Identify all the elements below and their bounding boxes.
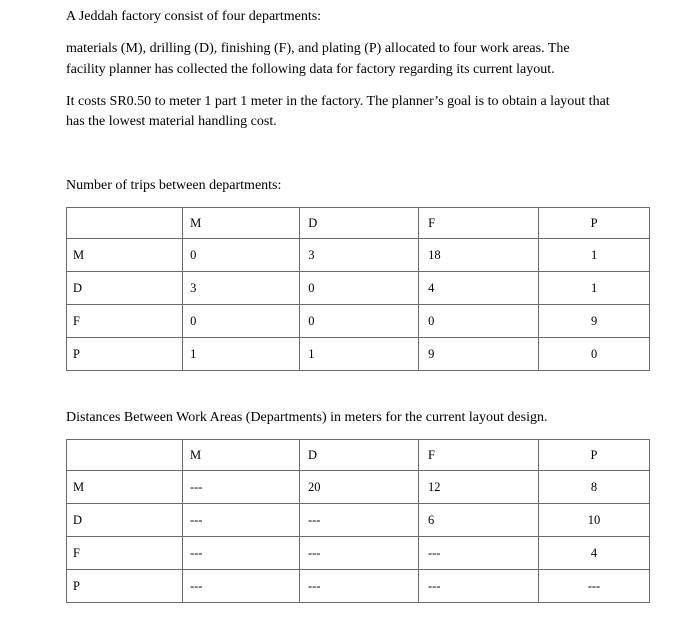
table-cell: 0 — [300, 272, 419, 305]
header-cell: F — [418, 440, 538, 471]
intro-line-1: A Jeddah factory consist of four departments: — [66, 9, 322, 24]
header-cell: F — [419, 208, 539, 239]
table-header-row — [67, 440, 650, 471]
table-row — [67, 537, 650, 570]
trips-table — [66, 207, 650, 371]
table-cell: 1 — [539, 272, 650, 305]
row-label-cell: D — [67, 504, 183, 537]
table-cell: 8 — [538, 471, 649, 504]
table-cell: 3 — [183, 272, 300, 305]
row-label-cell: F — [67, 537, 183, 570]
table-cell: --- — [182, 570, 299, 603]
header-cell: D — [299, 440, 418, 471]
table-row — [67, 504, 650, 537]
table-cell: 9 — [539, 305, 650, 338]
header-cell: M — [183, 208, 300, 239]
row-label-cell: M — [67, 239, 183, 272]
table-cell: --- — [538, 570, 649, 603]
table-cell: --- — [182, 537, 299, 570]
intro-paragraph-3-line-1: It costs SR0.50 to meter 1 part 1 meter in the factory. The planner’s goal is to obtain a layout that — [66, 94, 610, 109]
header-cell: D — [300, 208, 419, 239]
distance-table — [66, 439, 650, 603]
table-cell: --- — [418, 537, 538, 570]
trips-table-caption: Number of trips between departments: — [66, 178, 282, 193]
distance-table-caption: Distances Between Work Areas (Departments) in meters for the current layout design. — [66, 410, 548, 425]
intro-paragraph-2-line-2: facility planner has collected the following data for factory regarding its current layout. — [66, 62, 555, 77]
table-cell: 3 — [300, 239, 419, 272]
table-cell: --- — [182, 471, 299, 504]
table-cell: 1 — [539, 239, 650, 272]
table-row — [67, 305, 650, 338]
table-cell: 18 — [419, 239, 539, 272]
table-cell: --- — [299, 537, 418, 570]
table-cell: --- — [418, 570, 538, 603]
table-cell: 1 — [183, 338, 300, 371]
table-cell: 0 — [183, 305, 300, 338]
table-cell: 4 — [419, 272, 539, 305]
table-cell: 0 — [419, 305, 539, 338]
header-cell: M — [182, 440, 299, 471]
table-row — [67, 338, 650, 371]
table-cell: 12 — [418, 471, 538, 504]
table-row — [67, 471, 650, 504]
table-cell: 1 — [300, 338, 419, 371]
header-cell — [67, 208, 183, 239]
table-cell: 0 — [539, 338, 650, 371]
row-label-cell: P — [67, 338, 183, 371]
table-cell: 4 — [538, 537, 649, 570]
table-cell: 0 — [183, 239, 300, 272]
table-header-row — [67, 208, 650, 239]
table-cell: 9 — [419, 338, 539, 371]
table-cell: 6 — [418, 504, 538, 537]
table-row — [67, 239, 650, 272]
table-row — [67, 570, 650, 603]
header-cell: P — [539, 208, 650, 239]
row-label-cell: F — [67, 305, 183, 338]
table-cell: --- — [182, 504, 299, 537]
row-label-cell: M — [67, 471, 183, 504]
table-cell: --- — [299, 504, 418, 537]
table-row — [67, 272, 650, 305]
row-label-cell: D — [67, 272, 183, 305]
header-cell — [67, 440, 183, 471]
header-cell: P — [538, 440, 649, 471]
row-label-cell: P — [67, 570, 183, 603]
intro-paragraph-2-line-1: materials (M), drilling (D), finishing (F), and plating (P) allocated to four work areas. The — [66, 41, 570, 56]
table-cell: 20 — [299, 471, 418, 504]
table-cell: --- — [299, 570, 418, 603]
table-cell: 0 — [300, 305, 419, 338]
table-cell: 10 — [538, 504, 649, 537]
intro-paragraph-3-line-2: has the lowest material handling cost. — [66, 114, 277, 129]
